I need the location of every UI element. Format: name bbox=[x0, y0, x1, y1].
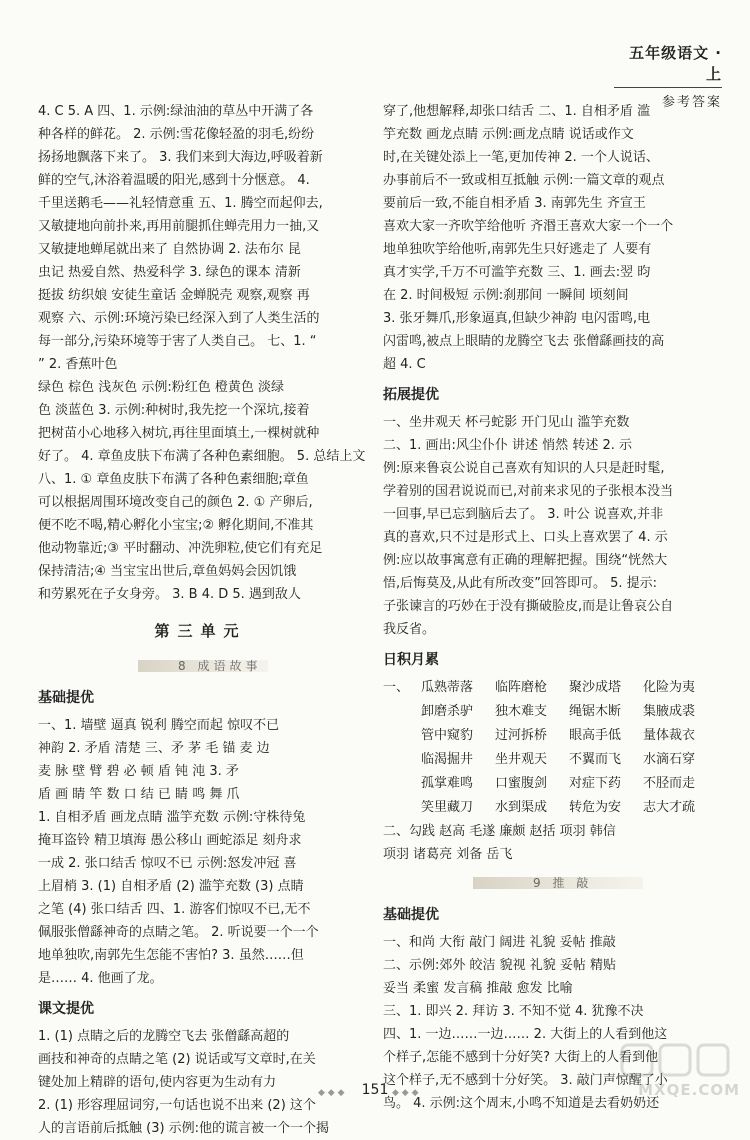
text-line: 3. 张牙舞爪,形象逼真,但缺少神韵 电闪雷鸣,电 bbox=[383, 311, 651, 326]
lesson-8-banner bbox=[38, 653, 363, 679]
text-line: 色 淡蓝色 3. 示例:种树时,我先挖一个深坑,接着 bbox=[38, 403, 310, 418]
idiom-cell: 集腋成裘 bbox=[643, 704, 696, 719]
text-line: 一、1. 墙壁 逼真 锐利 腾空而起 惊叹不已 bbox=[38, 718, 280, 733]
text-line: 是…… 4. 他画了龙。 bbox=[38, 971, 163, 986]
grade-label: 五年级语文 · 上 bbox=[629, 44, 722, 83]
idiom-row bbox=[383, 748, 718, 772]
idiom-grid bbox=[383, 676, 718, 820]
idiom-row-marker bbox=[383, 724, 421, 748]
section-heading-daily: 日积月累 bbox=[383, 652, 439, 668]
idiom-cell: 水滴石穿 bbox=[643, 752, 696, 767]
text-line: 种各样的鲜花。 2. 示例:雪花像轻盈的羽毛,纷纷 bbox=[38, 127, 315, 142]
text-line: 鲜的空气,沐浴着温暖的阳光,感到十分惬意。 4. bbox=[38, 173, 310, 188]
idiom-row bbox=[383, 772, 718, 796]
section-heading-basic: 基础提优 bbox=[38, 690, 94, 706]
idiom-row-marker bbox=[383, 772, 421, 796]
idiom-row bbox=[383, 676, 718, 700]
text-line: 盾 画 睛 竿 数 口 结 已 睛 鸣 舞 爪 bbox=[38, 787, 240, 802]
right-column bbox=[383, 100, 718, 1115]
text-line: 穿了,他想解释,却张口结舌 二、1. 自相矛盾 滥 bbox=[383, 104, 651, 119]
text-line: 他动物靠近;③ 平时翻动、冲洗卵粒,使它们有充足 bbox=[38, 541, 323, 556]
text-line: 真的喜欢,只不过是形式上、口头上喜欢罢了 4. 示 bbox=[383, 530, 668, 545]
text-line: 我反省。 bbox=[383, 622, 436, 637]
idiom-row-marker bbox=[383, 748, 421, 772]
text-line: 二、1. 画出:风尘仆仆 讲述 悄然 转述 2. 示 bbox=[383, 438, 632, 453]
unit-title: 第三单元 bbox=[154, 622, 247, 640]
text-line: 在 2. 时间极短 示例:刹那间 一瞬间 顷刻间 bbox=[383, 288, 629, 303]
text-line: 又敏捷地蝉尾就出来了 自然协调 2. 法布尔 昆 bbox=[38, 242, 301, 257]
text-line: 妥当 柔蜜 发言稿 推敲 愈发 比喻 bbox=[383, 981, 573, 996]
section-heading-basic-2: 基础提优 bbox=[383, 907, 439, 923]
idiom-cell: 临阵磨枪 bbox=[495, 680, 548, 695]
text-line: 人的言语前后抵触 (3) 示例:他的谎言被一个一个揭 bbox=[38, 1121, 330, 1136]
text-line: 每一部分,污染环境等于害了人类自己。 七、1. “ bbox=[38, 334, 317, 349]
text-line: 例:原来鲁哀公说自己喜欢有知识的人只是赶时髦, bbox=[383, 461, 665, 476]
idiom-cell: 瓜熟蒂落 bbox=[421, 680, 474, 695]
text-line: 时,在关键处添上一笔,更加传神 2. 一个人说话、 bbox=[383, 150, 659, 165]
text-line: 可以根据周围环境改变自己的颜色 2. ① 产卵后, bbox=[38, 495, 313, 510]
text-line: 挺拔 纺织娘 安徒生童话 金蝉脱壳 观察,观察 再 bbox=[38, 288, 310, 303]
idiom-cell: 坐井观天 bbox=[495, 752, 548, 767]
section-heading-text: 课文提优 bbox=[38, 1001, 94, 1017]
basic-answers bbox=[38, 714, 363, 990]
text-line: 1. 自相矛盾 画龙点睛 滥竽充数 示例:守株待兔 bbox=[38, 810, 306, 825]
idiom-cell: 转危为安 bbox=[569, 800, 622, 815]
text-line: 喜欢大家一齐吹竽给他听 齐湣王喜欢大家一个一个 bbox=[383, 219, 674, 234]
extend-answers bbox=[383, 411, 718, 641]
text-line: 真才实学,千万不可滥竽充数 三、1. 画去:翌 昀 bbox=[383, 265, 651, 280]
historical-names bbox=[383, 820, 718, 866]
idiom-row bbox=[383, 796, 718, 820]
text-line: 和劳累死在子女身旁。 3. B 4. D 5. 遇到敌人 bbox=[38, 587, 301, 602]
idiom-cell: 量体裁衣 bbox=[643, 728, 696, 743]
text-line: 二、勾践 赵高 毛遂 廉颇 赵括 项羽 韩信 bbox=[383, 824, 616, 839]
text-line: 一回事,早已忘到脑后去了。 3. 叶公 说喜欢,并非 bbox=[383, 507, 664, 522]
idiom-cell: 过河拆桥 bbox=[495, 728, 548, 743]
idiom-cell: 不胫而走 bbox=[643, 776, 696, 791]
text-line: 4. C 5. A 四、1. 示例:绿油油的草丛中开满了各 bbox=[38, 104, 314, 119]
lesson-9-banner bbox=[383, 870, 718, 896]
text-line: 键处加上精辟的语句,使内容更为生动有力 bbox=[38, 1075, 277, 1090]
idiom-cell: 对症下药 bbox=[569, 776, 622, 791]
idiom-cell: 水到渠成 bbox=[495, 800, 548, 815]
text-line: 悟,后悔莫及,从此有所改变”回答即可。 5. 提示: bbox=[383, 576, 658, 591]
site-watermark bbox=[614, 1041, 744, 1101]
text-line: 办事前后不一致或相互抵触 示例:一篇文章的观点 bbox=[383, 173, 665, 188]
text-line: 掩耳盗铃 精卫填海 愚公移山 画蛇添足 刻舟求 bbox=[38, 833, 302, 848]
text-line: 要前后一致,不能自相矛盾 3. 南郭先生 齐宣王 bbox=[383, 196, 646, 211]
text-line: 神韵 2. 矛盾 清楚 三、矛 茅 毛 锚 麦 边 bbox=[38, 741, 270, 756]
text-line: 竽充数 画龙点睛 示例:画龙点睛 说话或作文 bbox=[383, 127, 634, 142]
idiom-row-marker: 一、 bbox=[383, 680, 410, 695]
text-line: 麦 脉 壁 臂 碧 必 顿 盾 钝 沌 3. 矛 bbox=[38, 764, 239, 779]
text-line: 画技和神奇的点睛之笔 (2) 说话或写文章时,在关 bbox=[38, 1052, 316, 1067]
text-line: 2. (1) 形容理屈词穷,一句话也说不出来 (2) 这个 bbox=[38, 1098, 316, 1113]
text-line: 虫记 热爱自然、热爱科学 3. 绿色的课本 清新 bbox=[38, 265, 301, 280]
text-line: 观察 六、示例:环境污染已经深入到了人类生活的 bbox=[38, 311, 320, 326]
text-line: 好了。 4. 章鱼皮肤下布满了各种色素细胞。 5. 总结上文 bbox=[38, 449, 366, 464]
lesson-8-title: 8 成语故事 bbox=[178, 659, 262, 673]
text-line: 保持清洁;④ 当宝宝出世后,章鱼妈妈会因饥饿 bbox=[38, 564, 297, 579]
idiom-cell: 临渴掘井 bbox=[421, 752, 474, 767]
page-number: 151 bbox=[361, 1082, 389, 1098]
header-rule bbox=[614, 87, 722, 88]
text-line: 把树苗小心地移入树坑,再往里面填土,一棵树就种 bbox=[38, 426, 320, 441]
text-line: 学着别的国君说说而已,对前来求见的子张根本没当 bbox=[383, 484, 674, 499]
idiom-cell: 志大才疏 bbox=[643, 800, 696, 815]
text-line: 佩服张僧繇神奇的点睛之笔。 2. 听说要一个一个 bbox=[38, 925, 319, 940]
text-line: 扬扬地飘落下来了。 3. 我们来到大海边,呼吸着新 bbox=[38, 150, 323, 165]
idiom-cell: 独木难支 bbox=[495, 704, 548, 719]
text-line: 1. (1) 点睛之后的龙腾空飞去 张僧繇高超的 bbox=[38, 1029, 290, 1044]
idiom-row bbox=[383, 724, 718, 748]
idiom-row-marker bbox=[383, 796, 421, 820]
watermark-text: MXQE.COM bbox=[638, 1081, 740, 1099]
text-line: 超 4. C bbox=[383, 357, 426, 372]
idiom-row-marker bbox=[383, 700, 421, 724]
text-line: 一、和尚 大衔 敲门 阔进 礼貌 妥帖 推敲 bbox=[383, 935, 616, 950]
idiom-cell: 孤掌难鸣 bbox=[421, 776, 474, 791]
idiom-cell: 聚沙成塔 bbox=[569, 680, 622, 695]
text-line: 这个样子,无不感到十分好笑。 3. 敲门声惊醒了小 bbox=[383, 1073, 668, 1088]
text-line: 子张谏言的巧妙在于没有撕破脸皮,而是让鲁哀公自 bbox=[383, 599, 674, 614]
lesson-9-title: 9 推 敲 bbox=[533, 876, 593, 890]
idiom-cell: 卸磨杀驴 bbox=[421, 704, 474, 719]
unit2-answers bbox=[38, 100, 366, 606]
text-line: 地单独吹,南郭先生怎能不害怕? 3. 虽然……但 bbox=[38, 948, 304, 963]
text-line: 一、坐井观天 杯弓蛇影 开门见山 滥竽充数 bbox=[383, 415, 630, 430]
text-line: 闪雷鸣,被点上眼睛的龙腾空飞去 张僧繇画技的高 bbox=[383, 334, 665, 349]
footer-ornament-left: ◆ ◆ ◆ bbox=[318, 1088, 345, 1098]
idiom-row bbox=[383, 700, 718, 724]
text-line: 个样子,怎能不感到十分好笑? 大街上的人看到他 bbox=[383, 1050, 659, 1065]
text-line: 三、1. 即兴 2. 拜访 3. 不知不觉 4. 犹豫不决 bbox=[383, 1004, 644, 1019]
text-line: 一成 2. 张口结舌 惊叹不已 示例:怒发冲冠 喜 bbox=[38, 856, 297, 871]
text-line: ” 2. 香蕉叶色 bbox=[38, 357, 118, 372]
text-line: 上眉梢 3. (1) 自相矛盾 (2) 滥竽充数 (3) 点睛 bbox=[38, 879, 304, 894]
text-line: 四、1. 一边……一边…… 2. 大街上的人看到他这 bbox=[383, 1027, 668, 1042]
idiom-cell: 管中窥豹 bbox=[421, 728, 474, 743]
left-column bbox=[38, 100, 366, 1140]
text-line: 千里送鹅毛——礼轻情意重 五、1. 腾空而起仰去, bbox=[38, 196, 323, 211]
text-line: 鸟。 4. 示例:这个周末,小鸣不知道是去看奶奶还 bbox=[383, 1096, 660, 1111]
text-line: 二、示例:郊外 皎洁 貌视 礼貌 妥帖 精贴 bbox=[383, 958, 617, 973]
idiom-cell: 化险为夷 bbox=[643, 680, 696, 695]
idiom-cell: 口蜜腹剑 bbox=[495, 776, 548, 791]
text-line: 项羽 诸葛亮 刘备 岳飞 bbox=[383, 847, 513, 862]
text-line: 八、1. ① 章鱼皮肤下布满了各种色素细胞;章鱼 bbox=[38, 472, 309, 487]
text-line: 绿色 棕色 浅灰色 示例:粉红色 橙黄色 淡绿 bbox=[38, 380, 285, 395]
idiom-cell: 绳锯木断 bbox=[569, 704, 622, 719]
idiom-cell: 笑里藏刀 bbox=[421, 800, 474, 815]
lesson8-text-answers-cont bbox=[383, 100, 718, 376]
text-line: 又敏捷地向前扑来,再用前腿抓住蝉壳用力一抽,又 bbox=[38, 219, 320, 234]
footer-ornament-right: ◆ ◆ ◆ bbox=[392, 1088, 419, 1098]
text-line: 例:应以故事寓意有正确的理解把握。围绕“恍然大 bbox=[383, 553, 668, 568]
idiom-cell: 眼高手低 bbox=[569, 728, 622, 743]
section-heading-extend: 拓展提优 bbox=[383, 387, 439, 403]
idiom-cell: 不翼而飞 bbox=[569, 752, 622, 767]
text-line: 之笔 (4) 张口结舌 四、1. 游客们惊叹不已,无不 bbox=[38, 902, 311, 917]
answer-key-label: 参考答案 bbox=[661, 95, 722, 110]
text-line: 地单独吹竽给他听,南郭先生只好逃走了 人要有 bbox=[383, 242, 652, 257]
text-line: 便不吃不喝,精心孵化小宝宝;② 孵化期间,不准其 bbox=[38, 518, 314, 533]
